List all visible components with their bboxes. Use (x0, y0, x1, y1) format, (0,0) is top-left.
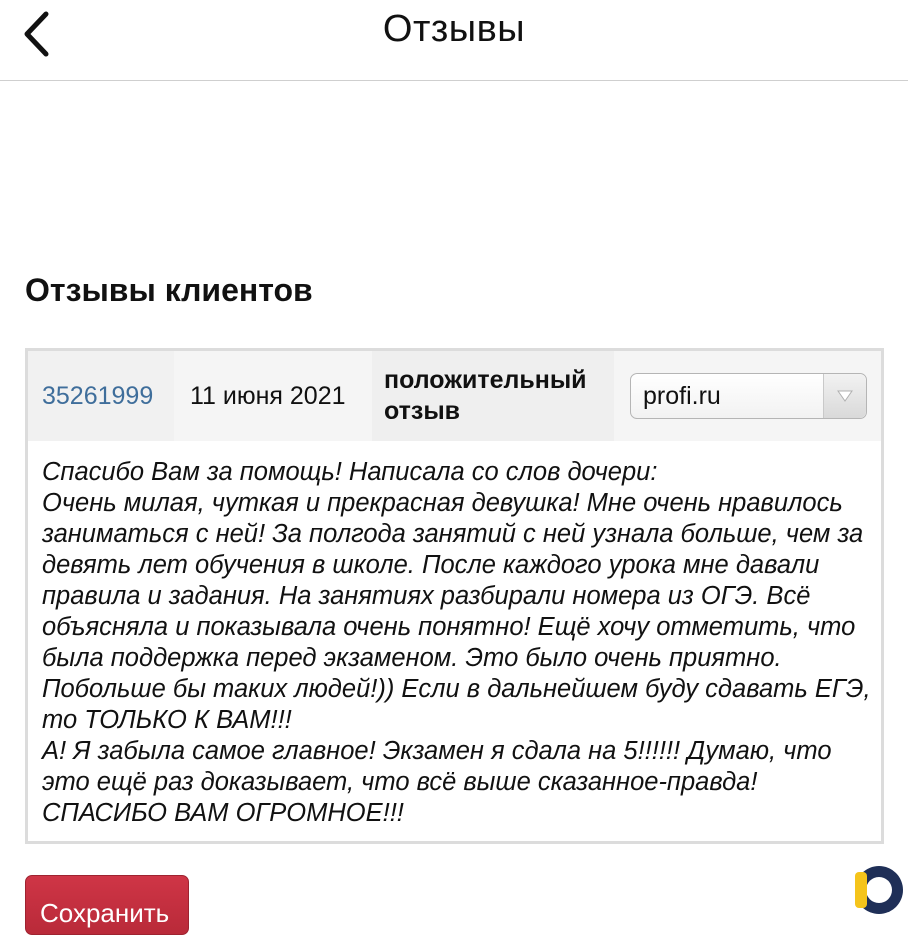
select-arrow-button[interactable] (823, 374, 866, 418)
source-select-value: profi.ru (643, 382, 721, 410)
review-text: Спасибо Вам за помощь! Написала со слов дочери: Очень милая, чуткая и прекрасная девушка! Мне очень нравилось заниматься с ней! За полгода занятий с ней узнала больше, чем за девять лет обучения в школе. После каждого урока мне давали правила и задания. На занятиях разбирали номера из ОГЭ. Всё объясняла и показывала очень понятно! Ещё хочу отметить, что была поддержка перед экзаменом. Это было очень приятно. Побольше бы таких людей!)) Если в дальнейшем буду сдавать ЕГЭ, то ТОЛЬКО К ВАМ!!! А! Я забыла самое главное! Экзамен я сдала на 5!!!!!! Думаю, что это ещё раз доказывает, что всё выше сказанное-правда! СПАСИБО ВАМ ОГРОМНОЕ!!! (42, 458, 871, 827)
triangle-down-icon (837, 390, 853, 402)
review-type: положительный отзыв (384, 366, 587, 425)
review-type-cell (372, 351, 614, 441)
review-meta-row (28, 351, 881, 441)
review-id-link[interactable]: 35261999 (42, 381, 154, 410)
page-title: Отзывы (382, 8, 526, 50)
brand-logo-icon (852, 864, 904, 916)
app-header (0, 0, 908, 81)
review-source-cell (614, 351, 881, 441)
section-title: Отзывы клиентов (25, 272, 313, 308)
review-date-cell (174, 351, 372, 441)
source-select[interactable] (630, 373, 867, 419)
review-card (25, 348, 884, 844)
save-button[interactable]: Сохранить (25, 875, 189, 935)
review-date: 11 июня 2021 (190, 381, 346, 410)
review-id-cell (28, 351, 174, 441)
